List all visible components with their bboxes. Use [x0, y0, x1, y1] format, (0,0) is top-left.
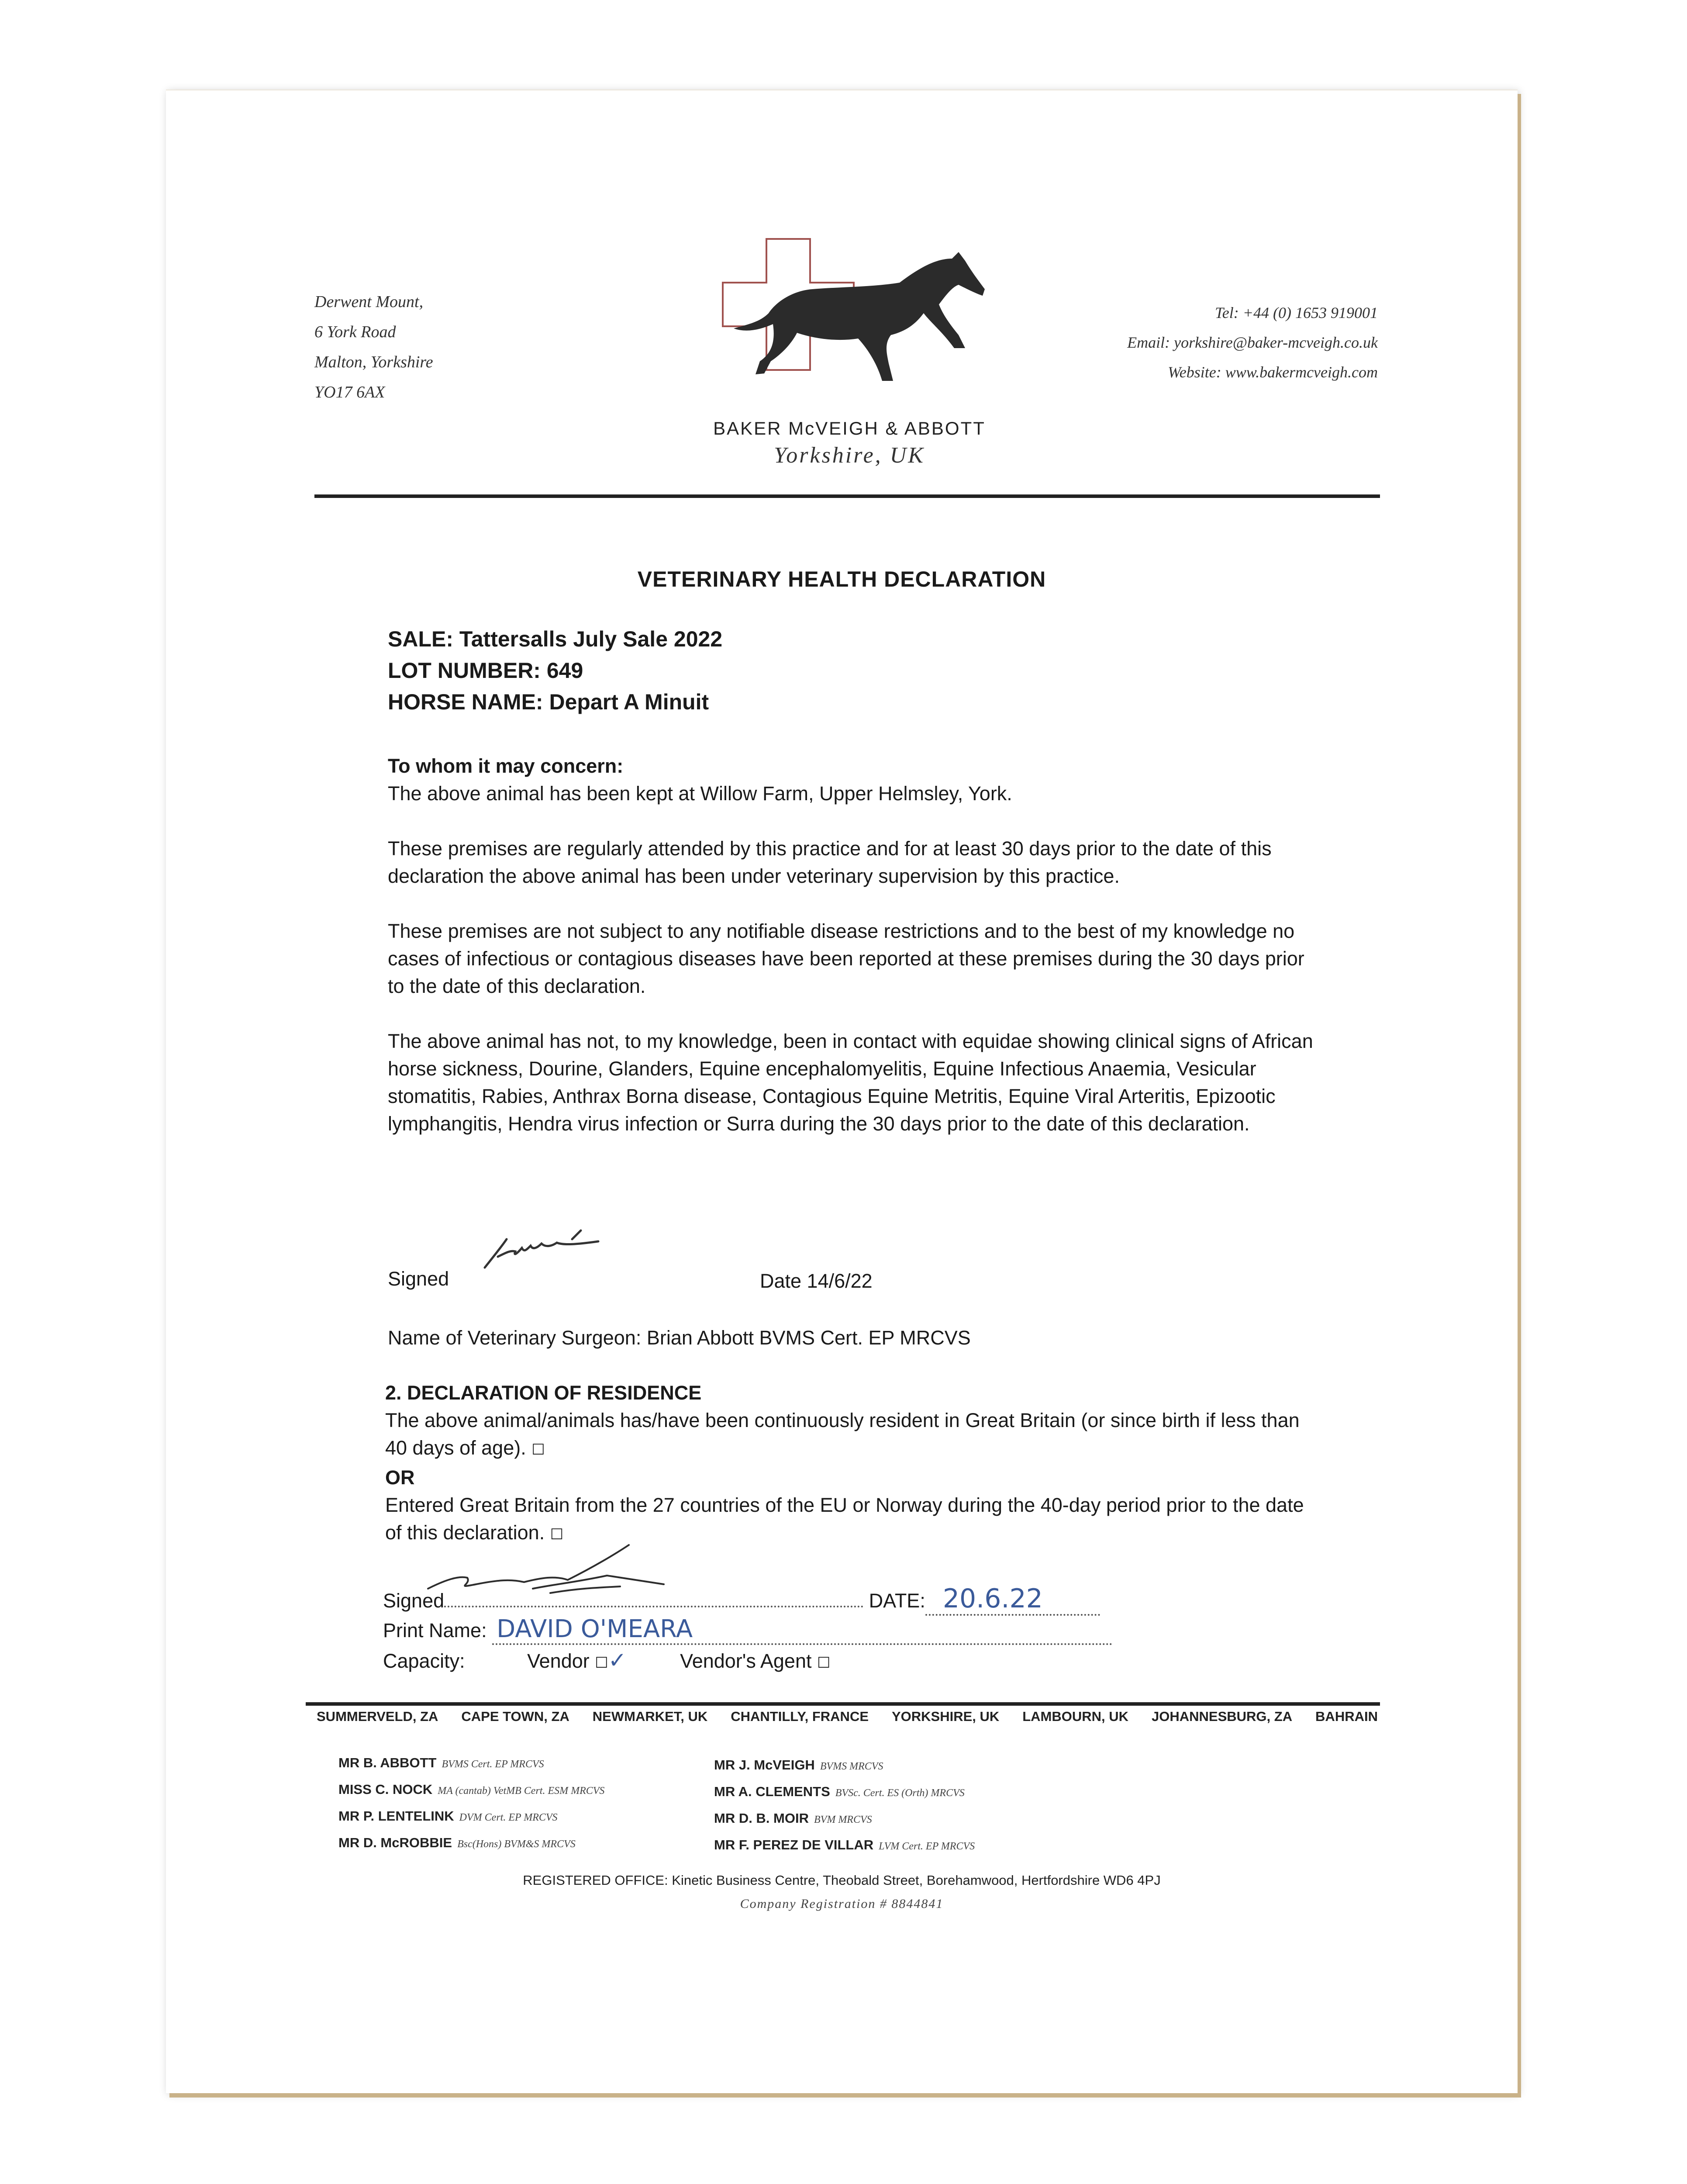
sale-details: [388, 623, 722, 718]
address-line: YO17 6AX: [314, 383, 385, 401]
lot-label: LOT NUMBER:: [388, 658, 541, 683]
office-location: NEWMARKET, UK: [592, 1709, 708, 1724]
vendor-sign-line: [383, 1583, 1125, 1616]
sale-value: Tattersalls July Sale 2022: [459, 627, 723, 651]
option-1-checkbox[interactable]: ☐: [531, 1441, 545, 1458]
staff-entry: MR J. McVEIGH BVMS MRCVS: [714, 1757, 883, 1773]
firm-address: [314, 287, 433, 408]
firm-contact: [1127, 298, 1378, 387]
vendor-date-value: 20.6.22: [942, 1583, 1043, 1614]
agent-checkbox[interactable]: ☐: [817, 1655, 831, 1671]
office-location: LAMBOURN, UK: [1022, 1709, 1129, 1724]
vendor-option-label: Vendor: [527, 1650, 590, 1672]
capacity-line: [383, 1648, 831, 1673]
staff-list-right: [714, 1752, 975, 1859]
staff-entry: MISS C. NOCK MA (cantab) VetMB Cert. ESM MRCVS: [338, 1782, 605, 1797]
footer-divider: [306, 1702, 1380, 1706]
letter-body: [388, 752, 1318, 1137]
print-name-value: DAVID O'MEARA: [497, 1615, 693, 1643]
paragraph: The above animal has not, to my knowledge, been in contact with equidae showing clinical signs of African horse sickness, Dourine, Glanders, Equine encephalomyelitis, Equine Infectious Anaemia, Vesicular stomatitis, Rabies, Anthrax Borna disease, Contagious Equine Metritis, Equine Viral Arteritis, Epizootic lymphangitis, Hendra virus infection or Surra during the 30 days prior to the date of this declaration.: [388, 1030, 1313, 1135]
vet-signature: [480, 1226, 620, 1274]
print-name-label: Print Name:: [383, 1619, 487, 1641]
address-line: Derwent Mount,: [314, 293, 424, 311]
agent-option-label: Vendor's Agent: [680, 1650, 812, 1672]
residence-heading: 2. DECLARATION OF RESIDENCE: [385, 1382, 702, 1404]
paragraph: These premises are not subject to any notifiable disease restrictions and to the best of my knowledge no cases of infectious or contagious diseases have been reported at these premises during the 30 days prior to the date of this declaration.: [388, 920, 1304, 997]
company-registration: Company Registration # 8844841: [740, 1897, 944, 1911]
staff-entry: MR D. B. MOIR BVM MRCVS: [714, 1811, 872, 1826]
staff-entry: MR A. CLEMENTS BVSc. Cert. ES (Orth) MRCVS: [714, 1784, 965, 1799]
office-location: BAHRAIN: [1315, 1709, 1378, 1724]
contact-tel: Tel: +44 (0) 1653 919001: [1215, 304, 1378, 321]
office-location: JOHANNESBURG, ZA: [1152, 1709, 1293, 1724]
contact-email: Email: yorkshire@baker-mcveigh.co.uk: [1127, 334, 1378, 351]
lot-value: 649: [546, 658, 583, 683]
office-location: CAPE TOWN, ZA: [461, 1709, 569, 1724]
registered-office: REGISTERED OFFICE: Kinetic Business Centre, Theobald Street, Borehamwood, Hertfordshire WD6 4PJ: [523, 1873, 1161, 1888]
option-2-checkbox[interactable]: ☐: [550, 1526, 564, 1543]
paragraph: The above animal has been kept at Willow Farm, Upper Helmsley, York.: [388, 782, 1012, 805]
horse-value: Depart A Minuit: [549, 690, 709, 714]
staff-entry: MR B. ABBOTT BVMS Cert. EP MRCVS: [338, 1755, 544, 1770]
horse-cross-logo: [707, 235, 991, 409]
horse-label: HORSE NAME:: [388, 690, 543, 714]
address-line: Malton, Yorkshire: [314, 353, 433, 371]
document-page: [166, 90, 1518, 2093]
print-name-line: [383, 1615, 1169, 1645]
firm-location: Yorkshire, UK: [774, 443, 925, 468]
salutation: To whom it may concern:: [388, 755, 624, 777]
firm-brand: [697, 418, 1002, 468]
office-locations: [317, 1709, 1378, 1724]
document-title: VETERINARY HEALTH DECLARATION: [637, 567, 1046, 591]
vendor-date-label: DATE:: [869, 1590, 925, 1612]
residence-option-2: Entered Great Britain from the 27 countries of the EU or Norway during the 40-day period prior to the date of this declaration. ☐: [385, 1494, 1304, 1544]
capacity-label: Capacity:: [383, 1650, 465, 1672]
staff-entry: MR F. PEREZ DE VILLAR LVM Cert. EP MRCVS: [714, 1837, 975, 1852]
residence-option-1: The above animal/animals has/have been continuously resident in Great Britain (or since birth if less than 40 days of age). ☐: [385, 1409, 1300, 1459]
vet-signed-label: Signed: [388, 1268, 449, 1290]
staff-entry: MR D. McROBBIE Bsc(Hons) BVM&S MRCVS: [338, 1835, 576, 1850]
vet-surgeon-name: Name of Veterinary Surgeon: Brian Abbott BVMS Cert. EP MRCVS: [388, 1327, 971, 1349]
office-location: SUMMERVELD, ZA: [317, 1709, 438, 1724]
office-location: YORKSHIRE, UK: [891, 1709, 1000, 1724]
galloping-horse-icon: [734, 252, 985, 381]
vendor-checkbox[interactable]: ☐: [595, 1655, 608, 1671]
vendor-checkmark-icon: ✓: [608, 1648, 627, 1673]
or-label: OR: [385, 1466, 415, 1489]
staff-list-left: [338, 1750, 604, 1857]
vet-date: Date 14/6/22: [760, 1270, 873, 1292]
header-divider: [314, 494, 1380, 498]
office-location: CHANTILLY, FRANCE: [731, 1709, 869, 1724]
firm-name: BAKER McVEIGH & ABBOTT: [713, 418, 986, 439]
sale-label: SALE:: [388, 627, 453, 651]
address-line: 6 York Road: [314, 323, 396, 341]
staff-entry: MR P. LENTELINK DVM Cert. EP MRCVS: [338, 1808, 558, 1824]
contact-website: Website: www.bakermcveigh.com: [1168, 363, 1378, 381]
paragraph: These premises are regularly attended by this practice and for at least 30 days prior to the date of this declaration the above animal has been under veterinary supervision by this practice.: [388, 837, 1272, 887]
vendor-signed-label: Signed: [383, 1590, 445, 1612]
